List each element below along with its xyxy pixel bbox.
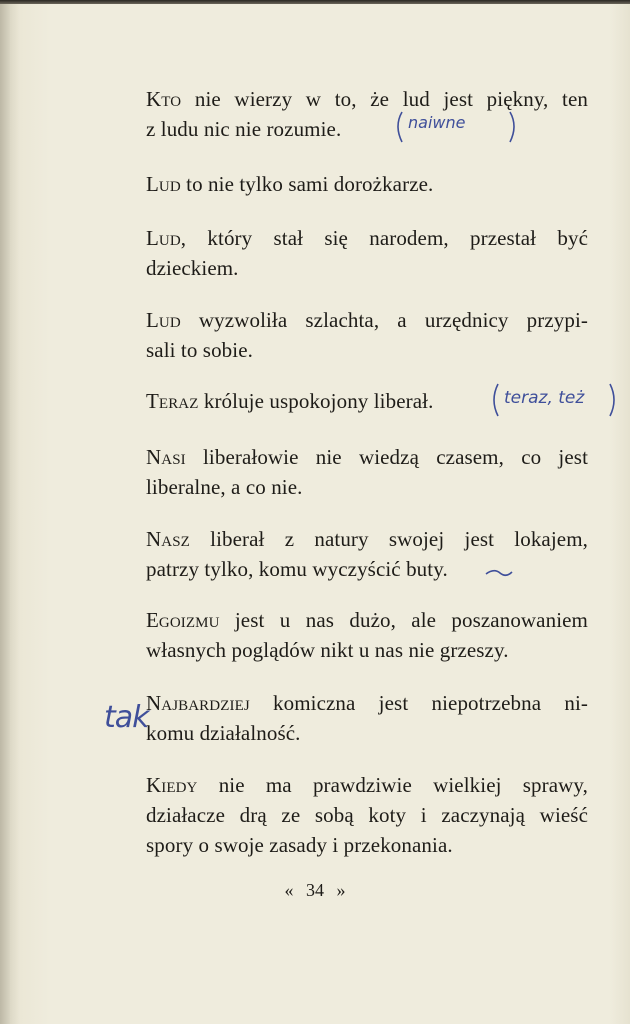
aphorism-4 <box>146 305 588 365</box>
line: Teraz króluje uspokojony liberał. <box>146 389 434 413</box>
line: Lud, który stał się narodem, przestał być <box>146 226 588 250</box>
aphorism-8 <box>146 605 588 665</box>
line: własnych poglądów nikt u nas nie grzeszy. <box>146 638 509 662</box>
aphorism-2 <box>146 169 588 199</box>
line: liberalne, a co nie. <box>146 475 303 499</box>
line: z ludu nic nie rozumie. <box>146 117 342 141</box>
handwritten-note-naiwne: naiwne <box>408 113 466 132</box>
handwritten-note-teraz: teraz, też <box>504 388 585 408</box>
lead-word: Lud <box>146 308 181 332</box>
line: dzieckiem. <box>146 256 239 280</box>
lead-word: Egoizmu <box>146 608 220 632</box>
line: komu działalność. <box>146 721 301 745</box>
aphorism-9 <box>146 688 588 748</box>
line: sali to sobie. <box>146 338 253 362</box>
line: Lud to nie tylko sami dorożkarze. <box>146 172 434 196</box>
lead-word: Nasi <box>146 445 186 469</box>
lead-word: Nasz <box>146 527 190 551</box>
lead-word: Kto <box>146 87 182 111</box>
line: Lud wyzwoliła szlachta, a urzędnicy przypi- <box>146 308 588 332</box>
line: patrzy tylko, komu wyczyścić buty. <box>146 557 448 581</box>
line: działacze drą ze sobą koty i zaczynają wieść <box>146 803 588 827</box>
line: Nasz liberał z natury swojej jest lokajem, <box>146 527 588 551</box>
line: Kiedy nie ma prawdziwie wielkiej sprawy, <box>146 773 588 797</box>
line: Egoizmu jest u nas dużo, ale poszanowaniem <box>146 608 588 632</box>
line: Nasi liberałowie nie wiedzą czasem, co jest <box>146 445 588 469</box>
page-mark-left: « <box>284 880 294 900</box>
line: Najbardziej komiczna jest niepotrzebna ni- <box>146 691 588 715</box>
page-number <box>0 880 630 901</box>
lead-word: Teraz <box>146 389 199 413</box>
book-spine-edge <box>0 0 10 1024</box>
page-top-edge <box>0 0 630 4</box>
line: spory o swoje zasady i przekonania. <box>146 833 453 857</box>
handwritten-note-tak: tak <box>104 700 149 735</box>
lead-word: Najbardziej <box>146 691 250 715</box>
book-page <box>10 0 630 1024</box>
lead-word: Lud <box>146 226 181 250</box>
page-mark-right: » <box>336 880 346 900</box>
lead-word: Lud <box>146 172 181 196</box>
page-number-value: 34 <box>306 880 324 900</box>
aphorism-3 <box>146 223 588 283</box>
aphorism-7 <box>146 524 588 584</box>
lead-word: Kiedy <box>146 773 198 797</box>
aphorism-6 <box>146 442 588 502</box>
pen-mark <box>484 566 514 578</box>
aphorism-10 <box>146 770 588 860</box>
line: Kto nie wierzy w to, że lud jest piękny, ten <box>146 87 588 111</box>
